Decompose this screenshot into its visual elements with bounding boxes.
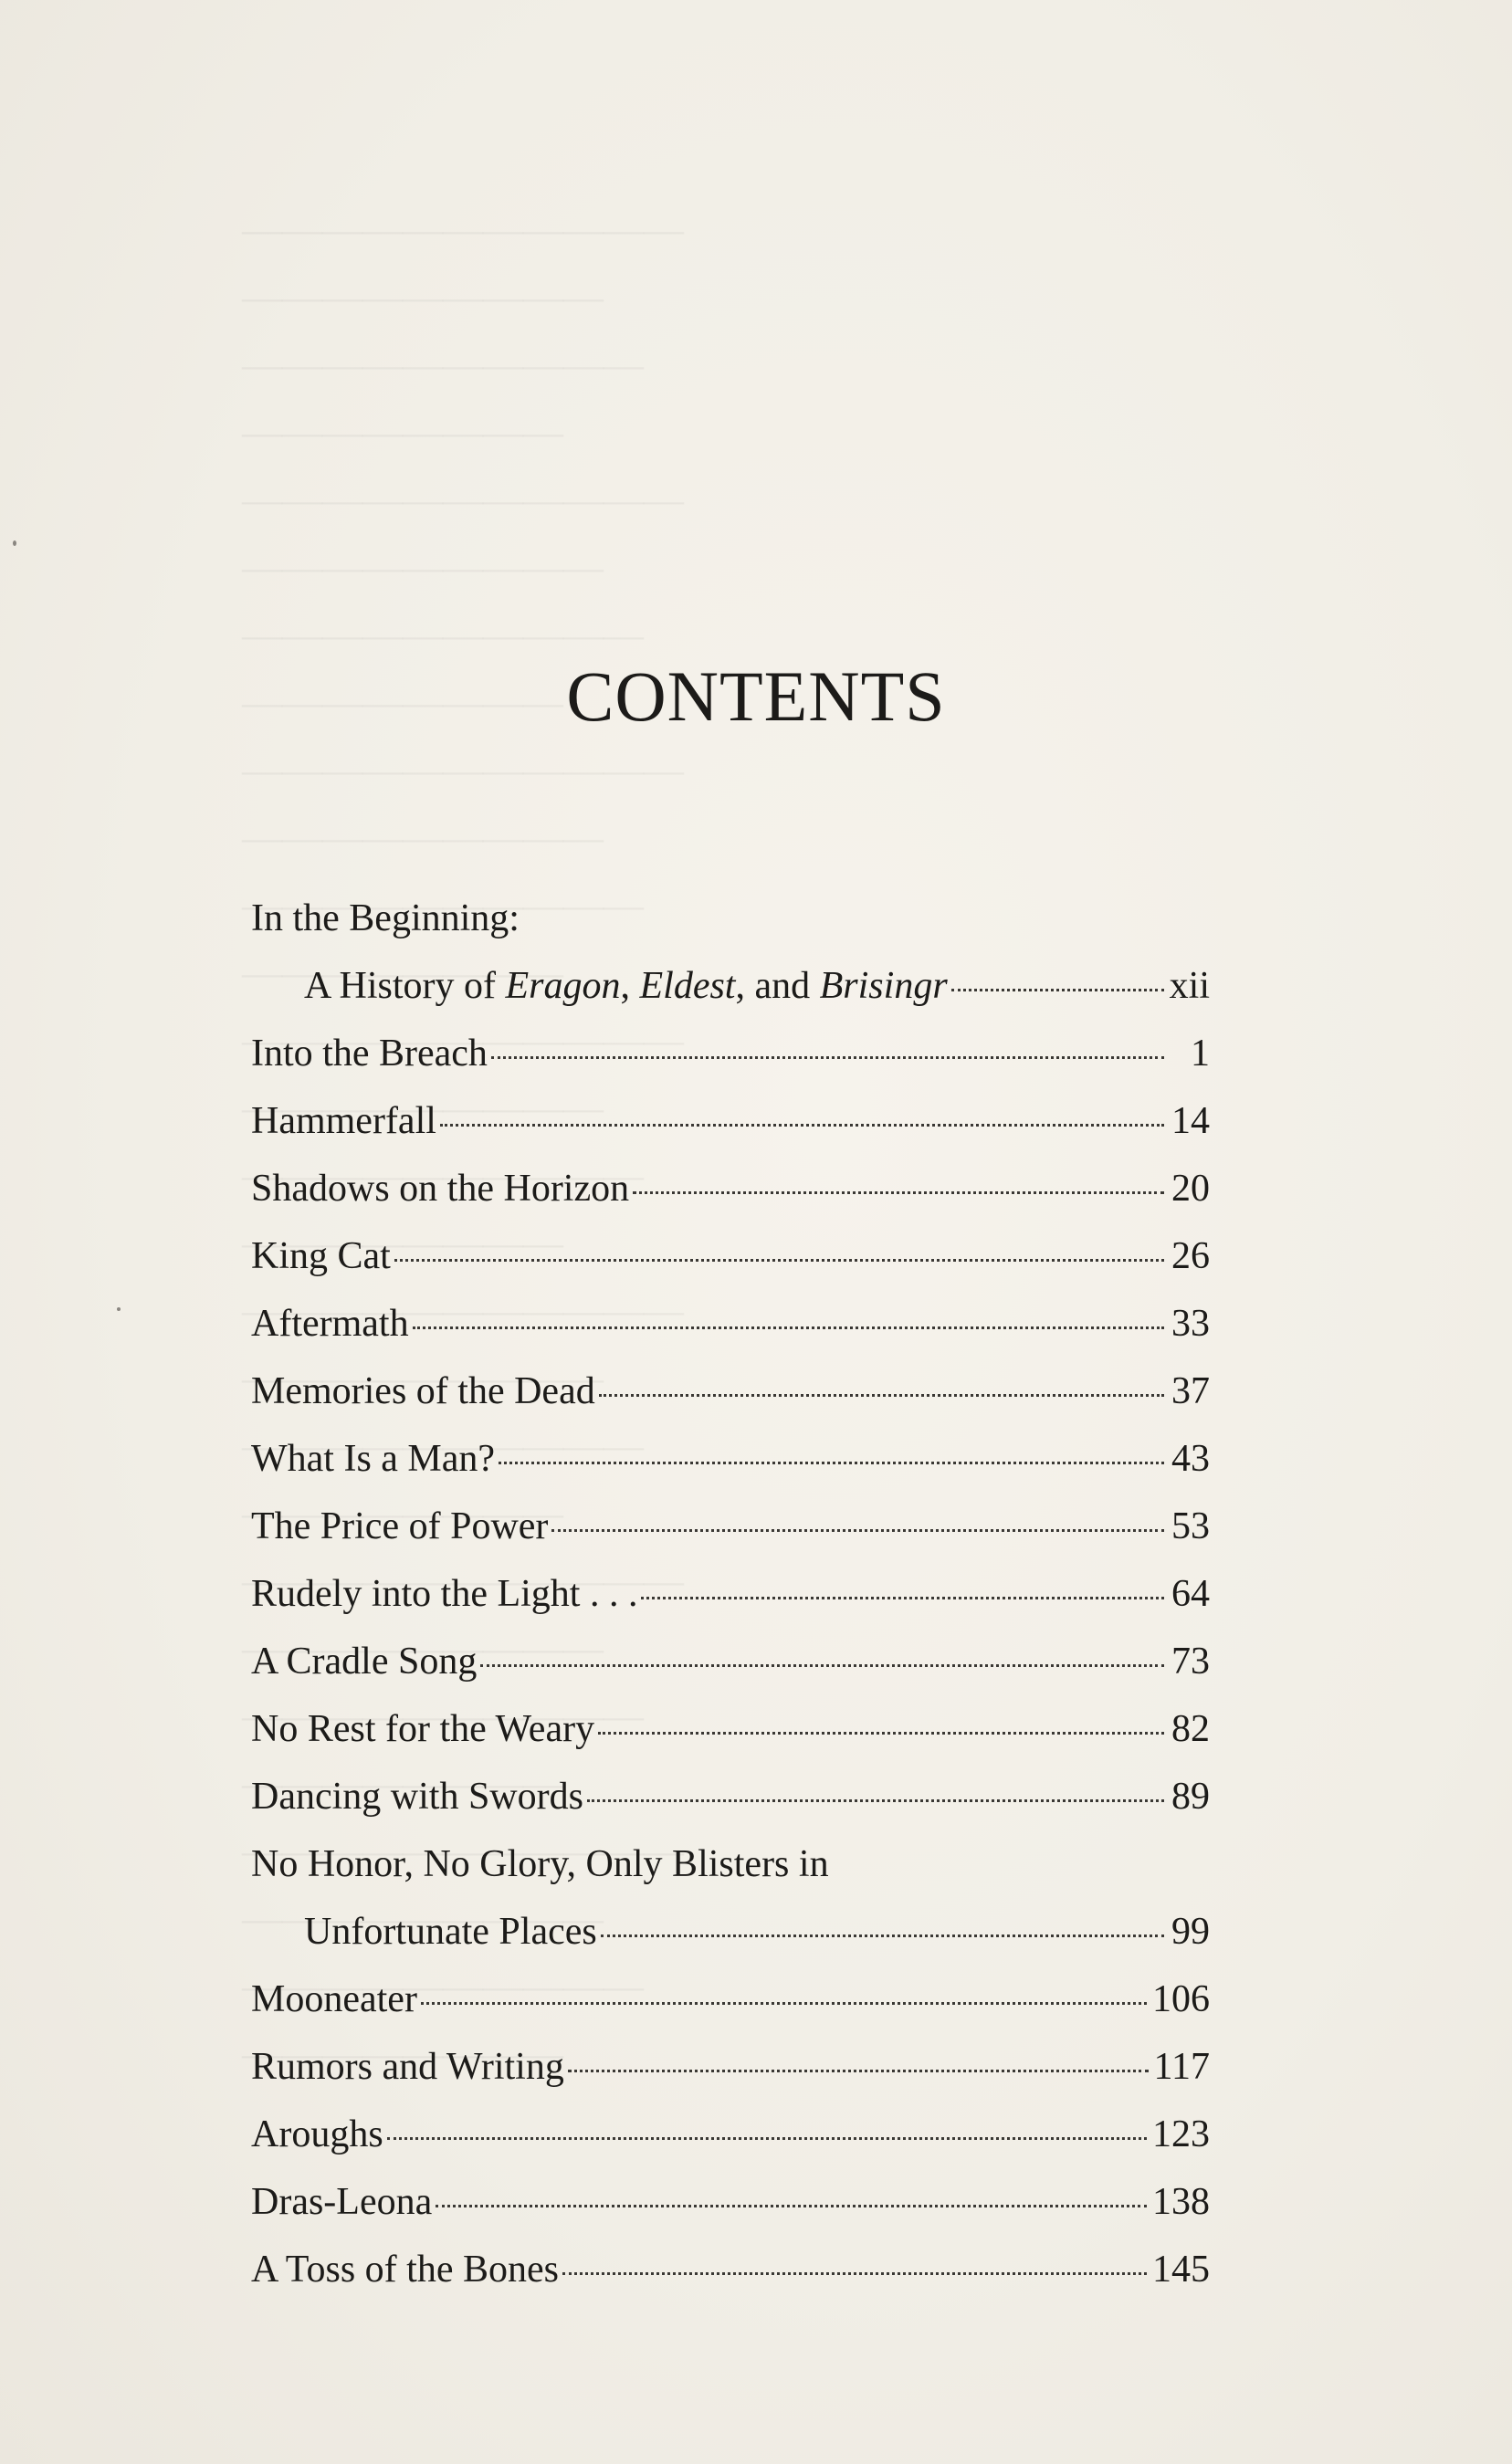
- dot-leader: [413, 1326, 1164, 1329]
- toc-entry: [251, 1032, 1210, 1099]
- toc-entry: [251, 1842, 1210, 1910]
- toc-entry-title: A Cradle Song: [251, 1641, 478, 1683]
- toc-entry-title: No Rest for the Weary: [251, 1708, 595, 1750]
- toc-entry: [251, 1640, 1210, 1707]
- dot-leader: [598, 1732, 1164, 1735]
- toc-page-number: 117: [1153, 2046, 1210, 2088]
- toc-page-number: 82: [1171, 1708, 1210, 1750]
- toc-page-number: 33: [1171, 1303, 1210, 1345]
- toc-entry: [251, 1234, 1210, 1302]
- toc-entry: [251, 2180, 1210, 2248]
- toc-page-number: 37: [1171, 1370, 1210, 1412]
- toc-entry-title: Dancing with Swords: [251, 1776, 583, 1818]
- dot-leader: [551, 1529, 1164, 1532]
- dot-leader: [568, 2070, 1149, 2072]
- table-of-contents: [251, 896, 1210, 2315]
- toc-page-number: 64: [1171, 1573, 1210, 1615]
- dot-leader: [599, 1394, 1164, 1397]
- toc-page-number: 1: [1191, 1033, 1210, 1075]
- toc-page-number: 43: [1171, 1438, 1210, 1480]
- dot-leader: [387, 2137, 1147, 2140]
- toc-entry-title: Shadows on the Horizon: [251, 1168, 630, 1210]
- toc-entry: [251, 896, 1210, 964]
- dot-leader: [499, 1462, 1164, 1464]
- toc-entry-title: King Cat: [251, 1235, 391, 1277]
- dot-leader: [641, 1597, 1164, 1599]
- toc-page-number: 123: [1152, 2113, 1210, 2155]
- toc-entry-title: Mooneater: [251, 1978, 417, 2020]
- toc-entry-title: Rumors and Writing: [251, 2046, 564, 2088]
- toc-entry: [251, 1369, 1210, 1437]
- toc-entry-title: Memories of the Dead: [251, 1370, 595, 1412]
- dot-leader: [421, 2002, 1147, 2005]
- toc-entry-title: Aroughs: [251, 2113, 383, 2155]
- toc-page-number: 26: [1171, 1235, 1210, 1277]
- toc-page-number: 138: [1152, 2181, 1210, 2223]
- toc-page-number: xii: [1169, 965, 1210, 1007]
- dot-leader: [601, 1935, 1164, 1937]
- toc-entry: [251, 1572, 1210, 1640]
- toc-entry: [251, 2045, 1210, 2113]
- toc-entry-title: Rudely into the Light . . .: [251, 1573, 638, 1615]
- toc-entry: [251, 1505, 1210, 1572]
- toc-entry: [251, 1302, 1210, 1369]
- toc-entry: [251, 964, 1210, 1032]
- toc-entry: [251, 1775, 1210, 1842]
- toc-entry: [251, 2248, 1210, 2315]
- toc-page-number: 14: [1171, 1100, 1210, 1142]
- toc-entry-title: Into the Breach: [251, 1033, 488, 1075]
- dot-leader: [440, 1124, 1164, 1127]
- toc-entry-title: A Toss of the Bones: [251, 2249, 559, 2291]
- toc-entry: [251, 1707, 1210, 1775]
- dot-leader: [587, 1799, 1164, 1802]
- paper-speck: [117, 1307, 121, 1311]
- toc-entry: [251, 1437, 1210, 1505]
- toc-entry-title: Unfortunate Places: [304, 1911, 597, 1953]
- dot-leader: [436, 2205, 1147, 2207]
- toc-entry: [251, 1099, 1210, 1167]
- dot-leader: [480, 1664, 1164, 1667]
- toc-page-number: 53: [1171, 1505, 1210, 1547]
- toc-entry-title: Hammerfall: [251, 1100, 436, 1142]
- toc-entry-title: Dras-Leona: [251, 2181, 433, 2223]
- toc-entry-title: What Is a Man?: [251, 1438, 496, 1480]
- toc-page-number: 89: [1171, 1776, 1210, 1818]
- toc-entry-title: Aftermath: [251, 1303, 409, 1345]
- toc-entry-title: A History of Eragon, Eldest, and Brisingr: [304, 965, 948, 1007]
- toc-page-number: 20: [1171, 1168, 1210, 1210]
- toc-page-number: 99: [1171, 1911, 1210, 1953]
- dot-leader: [394, 1259, 1164, 1262]
- toc-entry: [251, 1977, 1210, 2045]
- dot-leader: [562, 2272, 1147, 2275]
- toc-entry-title: The Price of Power: [251, 1505, 549, 1547]
- toc-entry-title: No Honor, No Glory, Only Blisters in: [251, 1843, 829, 1885]
- dot-leader: [491, 1056, 1164, 1059]
- toc-entry: [251, 1910, 1210, 1977]
- page-title: CONTENTS: [566, 656, 946, 736]
- dot-leader: [951, 989, 1164, 991]
- toc-entry: [251, 2113, 1210, 2180]
- toc-page-number: 106: [1152, 1978, 1210, 2020]
- toc-entry: [251, 1167, 1210, 1234]
- toc-page-number: 145: [1152, 2249, 1210, 2291]
- toc-page-number: 73: [1171, 1641, 1210, 1683]
- dot-leader: [633, 1191, 1164, 1194]
- toc-entry-title: In the Beginning:: [251, 897, 520, 939]
- paper-speck: [13, 540, 16, 546]
